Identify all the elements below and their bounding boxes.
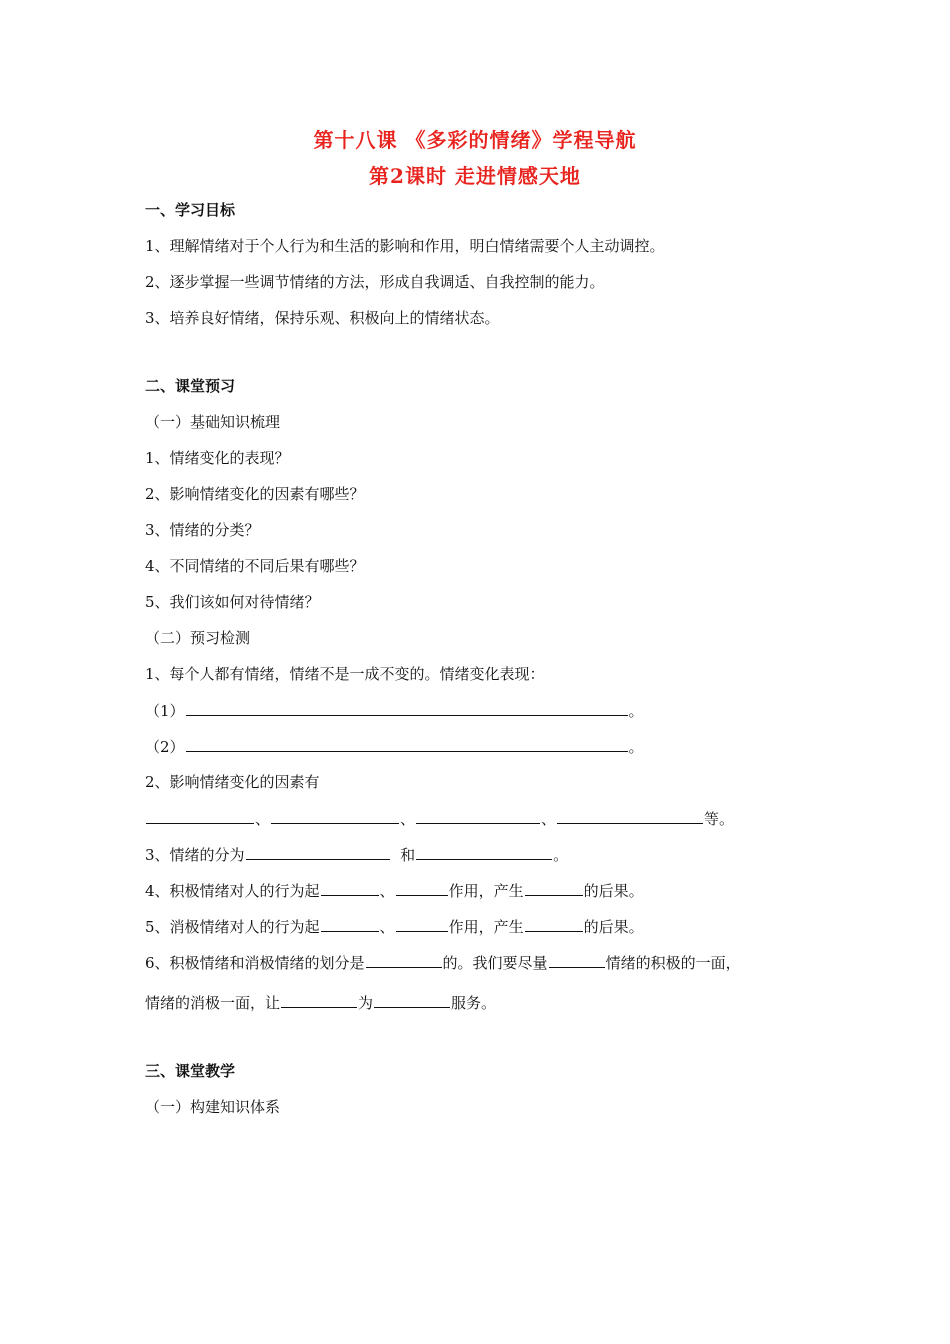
question-item: 5、我们该如何对待情绪？: [145, 593, 320, 611]
separator: 、: [541, 810, 557, 828]
question-text: 为: [358, 994, 374, 1012]
question-text: 的。我们要尽量: [442, 954, 548, 972]
question-item: 4、不同情绪的不同后果有哪些？: [145, 557, 365, 575]
separator: 、: [255, 810, 271, 828]
answer-blank[interactable]: [557, 808, 703, 824]
check-question-1a: [145, 700, 644, 721]
check-question-2: 2、影响情绪变化的因素有: [145, 773, 320, 791]
goal-item: 3、培养良好情绪，保持乐观、积极向上的情绪状态。: [145, 309, 500, 327]
subsection-heading: （一）基础知识梳理: [145, 413, 281, 431]
separator: 、: [379, 918, 395, 936]
subsection-heading: （一）构建知识体系: [145, 1098, 281, 1116]
question-text: 和: [400, 846, 416, 864]
check-question-6-cont: [145, 992, 496, 1013]
check-question-5: [145, 916, 644, 937]
question-text: 3、情绪的分为: [145, 846, 245, 864]
answer-blank[interactable]: [246, 844, 390, 860]
question-item: 1、情绪变化的表现？: [145, 449, 290, 467]
separator: 、: [379, 882, 395, 900]
question-text: 作用，产生: [448, 918, 524, 936]
answer-blank[interactable]: [525, 916, 583, 932]
question-text: 服务。: [451, 994, 497, 1012]
answer-blank[interactable]: [416, 844, 552, 860]
question-text: 的后果。: [583, 918, 644, 936]
period: 。: [628, 738, 644, 756]
answer-blank[interactable]: [396, 916, 448, 932]
lesson-title: 第十八课 《多彩的情绪》学程导航: [313, 128, 637, 152]
answer-blank[interactable]: [146, 808, 254, 824]
answer-blank[interactable]: [374, 992, 450, 1008]
answer-blank[interactable]: [525, 880, 583, 896]
check-question-1b: [145, 736, 644, 757]
lesson-subtitle: 第2课时 走进情感天地: [369, 164, 581, 188]
answer-blank[interactable]: [366, 952, 442, 968]
item-label: （1）: [145, 702, 185, 720]
check-question-1: 1、每个人都有情绪，情绪不是一成不变的。情绪变化表现：: [145, 665, 545, 683]
check-question-6: [145, 952, 741, 973]
answer-blank[interactable]: [321, 916, 379, 932]
answer-blank[interactable]: [321, 880, 379, 896]
section-heading-goals: 一、学习目标: [145, 201, 236, 219]
answer-blank[interactable]: [281, 992, 357, 1008]
item-label: （2）: [145, 738, 185, 756]
question-text: 作用，产生: [448, 882, 524, 900]
subsection-heading: （二）预习检测: [145, 629, 251, 647]
answer-blank[interactable]: [549, 952, 605, 968]
period: 。: [628, 702, 644, 720]
question-text: 5、消极情绪对人的行为起: [145, 918, 320, 936]
question-text: 4、积极情绪对人的行为起: [145, 882, 320, 900]
period: 。: [553, 846, 569, 864]
check-question-3: [145, 844, 568, 865]
answer-blank[interactable]: [271, 808, 399, 824]
etc-text: 等。: [704, 810, 735, 828]
goal-item: 1、理解情绪对于个人行为和生活的影响和作用，明白情绪需要个人主动调控。: [145, 237, 665, 255]
question-item: 3、情绪的分类？: [145, 521, 260, 539]
question-text: 6、积极情绪和消极情绪的划分是: [145, 954, 365, 972]
answer-blank[interactable]: [396, 880, 448, 896]
question-text: 的后果。: [583, 882, 644, 900]
question-item: 2、影响情绪变化的因素有哪些？: [145, 485, 365, 503]
check-question-4: [145, 880, 644, 901]
question-text: 情绪的消极一面，让: [145, 994, 281, 1012]
answer-blank[interactable]: [416, 808, 540, 824]
separator: 、: [400, 810, 416, 828]
answer-blank[interactable]: [186, 736, 628, 752]
question-text: 情绪的积极的一面，: [605, 954, 741, 972]
goal-item: 2、逐步掌握一些调节情绪的方法，形成自我调适、自我控制的能力。: [145, 273, 605, 291]
answer-blank[interactable]: [186, 700, 628, 716]
section-heading-preview: 二、课堂预习: [145, 377, 236, 395]
check-question-2-blanks: [145, 808, 734, 829]
section-heading-teaching: 三、课堂教学: [145, 1062, 236, 1080]
